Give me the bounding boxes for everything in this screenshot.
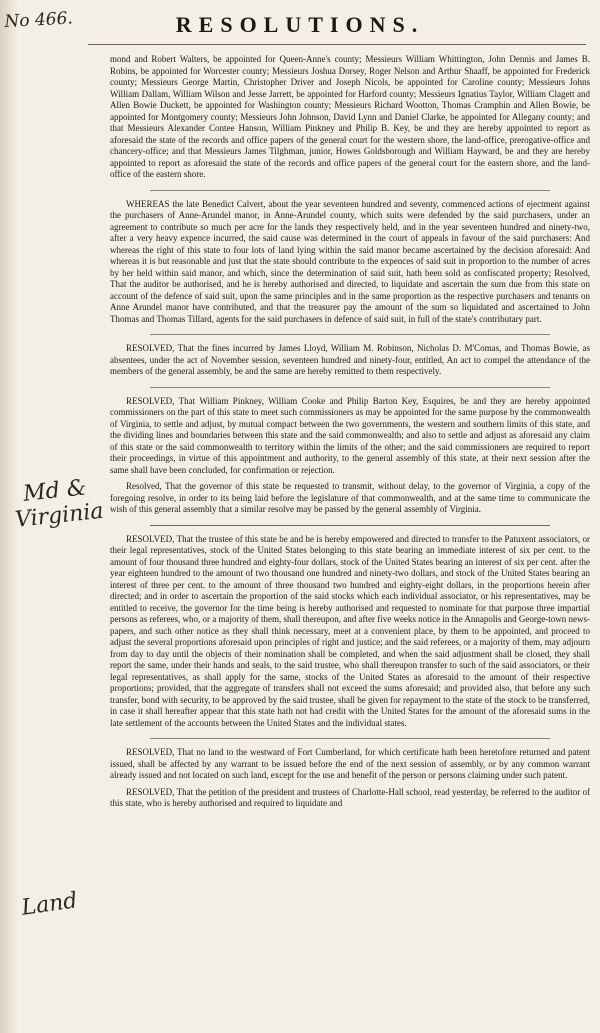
paragraph-virginia-commissioners: RESOLVED, That William Pinkney, William Cooke and Philip Barton Key, Esquires, be and they are hereby appointed commissioners on the part of this state to meet such commissioners as may be appointed for the same purpose by the commonwealth of Virginia, to settle and adjust, by mutual compact between the two governments, the western and southern limits of this state, and the dividing lines and boundaries between this state and the said commonwealth; and also to settle and adjust as aforesaid any claim of this state or the said commonwealth to territory within the limits of the other; and the said commissioners are required to report their proceedings, in virtue of this appointment and authority, to the general assembly of this state, at their next session after the same shall have been concluded, for confirmation or rejection. — [110, 395, 590, 475]
margin-note-land: Land — [20, 888, 79, 921]
document-body — [110, 54, 590, 810]
margin-note-maryland: Md & — [22, 475, 88, 507]
separator-rule — [150, 334, 550, 335]
paragraph-patuxent-stock: RESOLVED, That the trustee of this state be and he is hereby empowered and directed to transfer to the Patuxent associators, or their legal representatives, stock of the United States belonging to this state bearing an immediate interest of six per cent. to the amount of four thousand three hundred and eighty-four dollars, stock of the United States bearing an interest of six per cent. after the year eighteen hundred to the amount of two thousand one hundred and ninety-two dollars, and stock of the United States bearing an interest of three per cent. to the amount of three thousand two hundred and eighty-eight dollars, in the proportions herein after directed; and in order to ascertain the proportion of the said stocks which each individual associator, or his representatives, may be entitled to receive, the governor for the time being is hereby authorised and requested to nominate for that purpose three impartial persons as referees, who, or a majority of them, shall thereupon, and after five weeks notice in the Annapolis and George-town news-papers, and such other notice as they shall think necessary, meet at a convenient place, by them to be appointed, and proceed to adjust the several proportions aforesaid upon principles of right and justice; and the said referees, or a majority of them, may adjourn from day to day until the objects of their nomination shall be completed, and when the said adjustment shall be closed, they shall report the same, under their hands and seals, to the said trustee, who shall thereupon transfer to such of the said associators, or their legal representatives, as shall apply for the same, stocks of the United States as aforesaid to the amount of their respective proportions; provided, that the aggregate of transfers shall not exceed the sums aforesaid; and provided also, that before any such transfer, bond with security, to be approved by the said trustee, shall be given for repayment to the state of the stock to be transferred, in case it shall hereafter appear that this state hath not had credit with the United States for the amount of the aforesaid sums in the late settlement of the accounts between the United States and the individual states. — [110, 533, 590, 728]
paragraph-fort-cumberland-land: RESOLVED, That no land to the westward of Fort Cumberland, for which certificate hath been heretofore returned and patent issued, shall be affected by any warrant to be issued before the end of the next session of assembly, or by any common warrant already issued and not located on such land, except for the use and benefit of the person or persons claiming under such patent. — [110, 747, 590, 780]
separator-rule — [150, 738, 550, 739]
separator-rule — [150, 387, 550, 388]
page-title: RESOLUTIONS. — [175, 12, 425, 37]
separator-rule — [150, 525, 550, 526]
paragraph-county-appointments: mond and Robert Walters, be appointed for Queen-Anne's county; Messieurs William Whittington, John Dennis and James B. Robins, be appointed for Worcester county; Messieurs Joshua Dorsey, Roger Nelson and Arthur Shaaff, be appointed for Frederick county; Messieurs George Martin, Christopher Driver and Joseph Nicols, be appointed for Caroline county; Messieurs Johns William Dallam, William Wilson and Jesse Jarrett, be appointed for Harford county; Messieurs Ignatius Taylor, William Clagett and Allen Bowie Duckett, be appointed for Washington county; Messieurs Richard Wootton, Thomas Cramphin and Allen Bowie, be appointed for Montgomery county; Messieurs John Johnson, David Lynn and Daniel Clarke, be appointed for Allegany county; and that Messieurs Alexander Contee Hanson, William Pinkney and Philip B. Key, be and they are hereby appointed to report as aforesaid the state of the records and office papers of the general court for the western shore, the land-office, prerogative-office and chancery-office; and that Messieurs James Tilghman, junior, Howes Goldsborough and William Hayward, be and they are hereby appointed to report as aforesaid the state of the records and office papers of the general court for the eastern shore, and the land-office of the eastern shore. — [110, 54, 590, 179]
paragraph-charlotte-hall: RESOLVED, That the petition of the president and trustees of Charlotte-Hall school, read yesterday, be referred to the auditor of this state, who is hereby authorised and required to liquidate and — [110, 786, 590, 808]
separator-rule — [150, 190, 550, 191]
paragraph-calvert-suit: WHEREAS the late Benedict Calvert, about the year seventeen hundred and seventy, commenced actions of ejectment against the purchasers of Anne-Arundel manor, in Anne-Arundel county, which suits were defended by the said purchasers, under an agreement to contribute so much per acre for the lands they respectively held, and in the year seventeen hundred and ninety-two, after a very heavy expence incurred, the said cause was determined in the court of appeals in favour of the said purchasers: And whereas the right of this state to four lots of land lying within the said manor became ascertained by the decision aforesaid: And whereas it is but reasonable and just that the state should contribute to the expences of said suit in proportion to the number of acres by her held within said manor, and which, since the determination of said suit, hath been sold as confiscated property; Resolved, That the auditor be authorised, and he is hereby authorised and directed, to liquidate and ascertain the sum due from this state on account of the defence of said suit, upon the same principles and in the same proportion as the respective purchasers and tenants on Anne Arundel manor have contributed, and that the treasurer pay the amount of the sum so liquidated and ascertained to John Thomas and Thomas Tillard, agents for the said purchasers in defence of said suit, in full of the state's contributary part. — [110, 198, 590, 324]
margin-note-virginia: Virginia — [14, 498, 105, 533]
paragraph-fines-remitted: RESOLVED, That the fines incurred by James Lloyd, William M. Robinson, Nicholas D. M'Comas, and Thomas Bowie, as absentees, under the act of November session, seventeen hundred and ninety-four, entitled, An act to compel the attendance of the members of the general assembly, be and the same are hereby remitted to them respectively. — [110, 343, 590, 376]
header-rule — [88, 44, 586, 45]
paragraph-governor-transmit: Resolved, That the governor of this state be requested to transmit, without delay, to the governor of Virginia, a copy of the foregoing resolve, in order to its being laid before the legislature of that commonwealth, and at the same time to communicate the wish of this general assembly that a similar resolve may be passed by the general assembly of Virginia. — [110, 481, 590, 514]
folio-number: No 466. — [4, 8, 74, 32]
